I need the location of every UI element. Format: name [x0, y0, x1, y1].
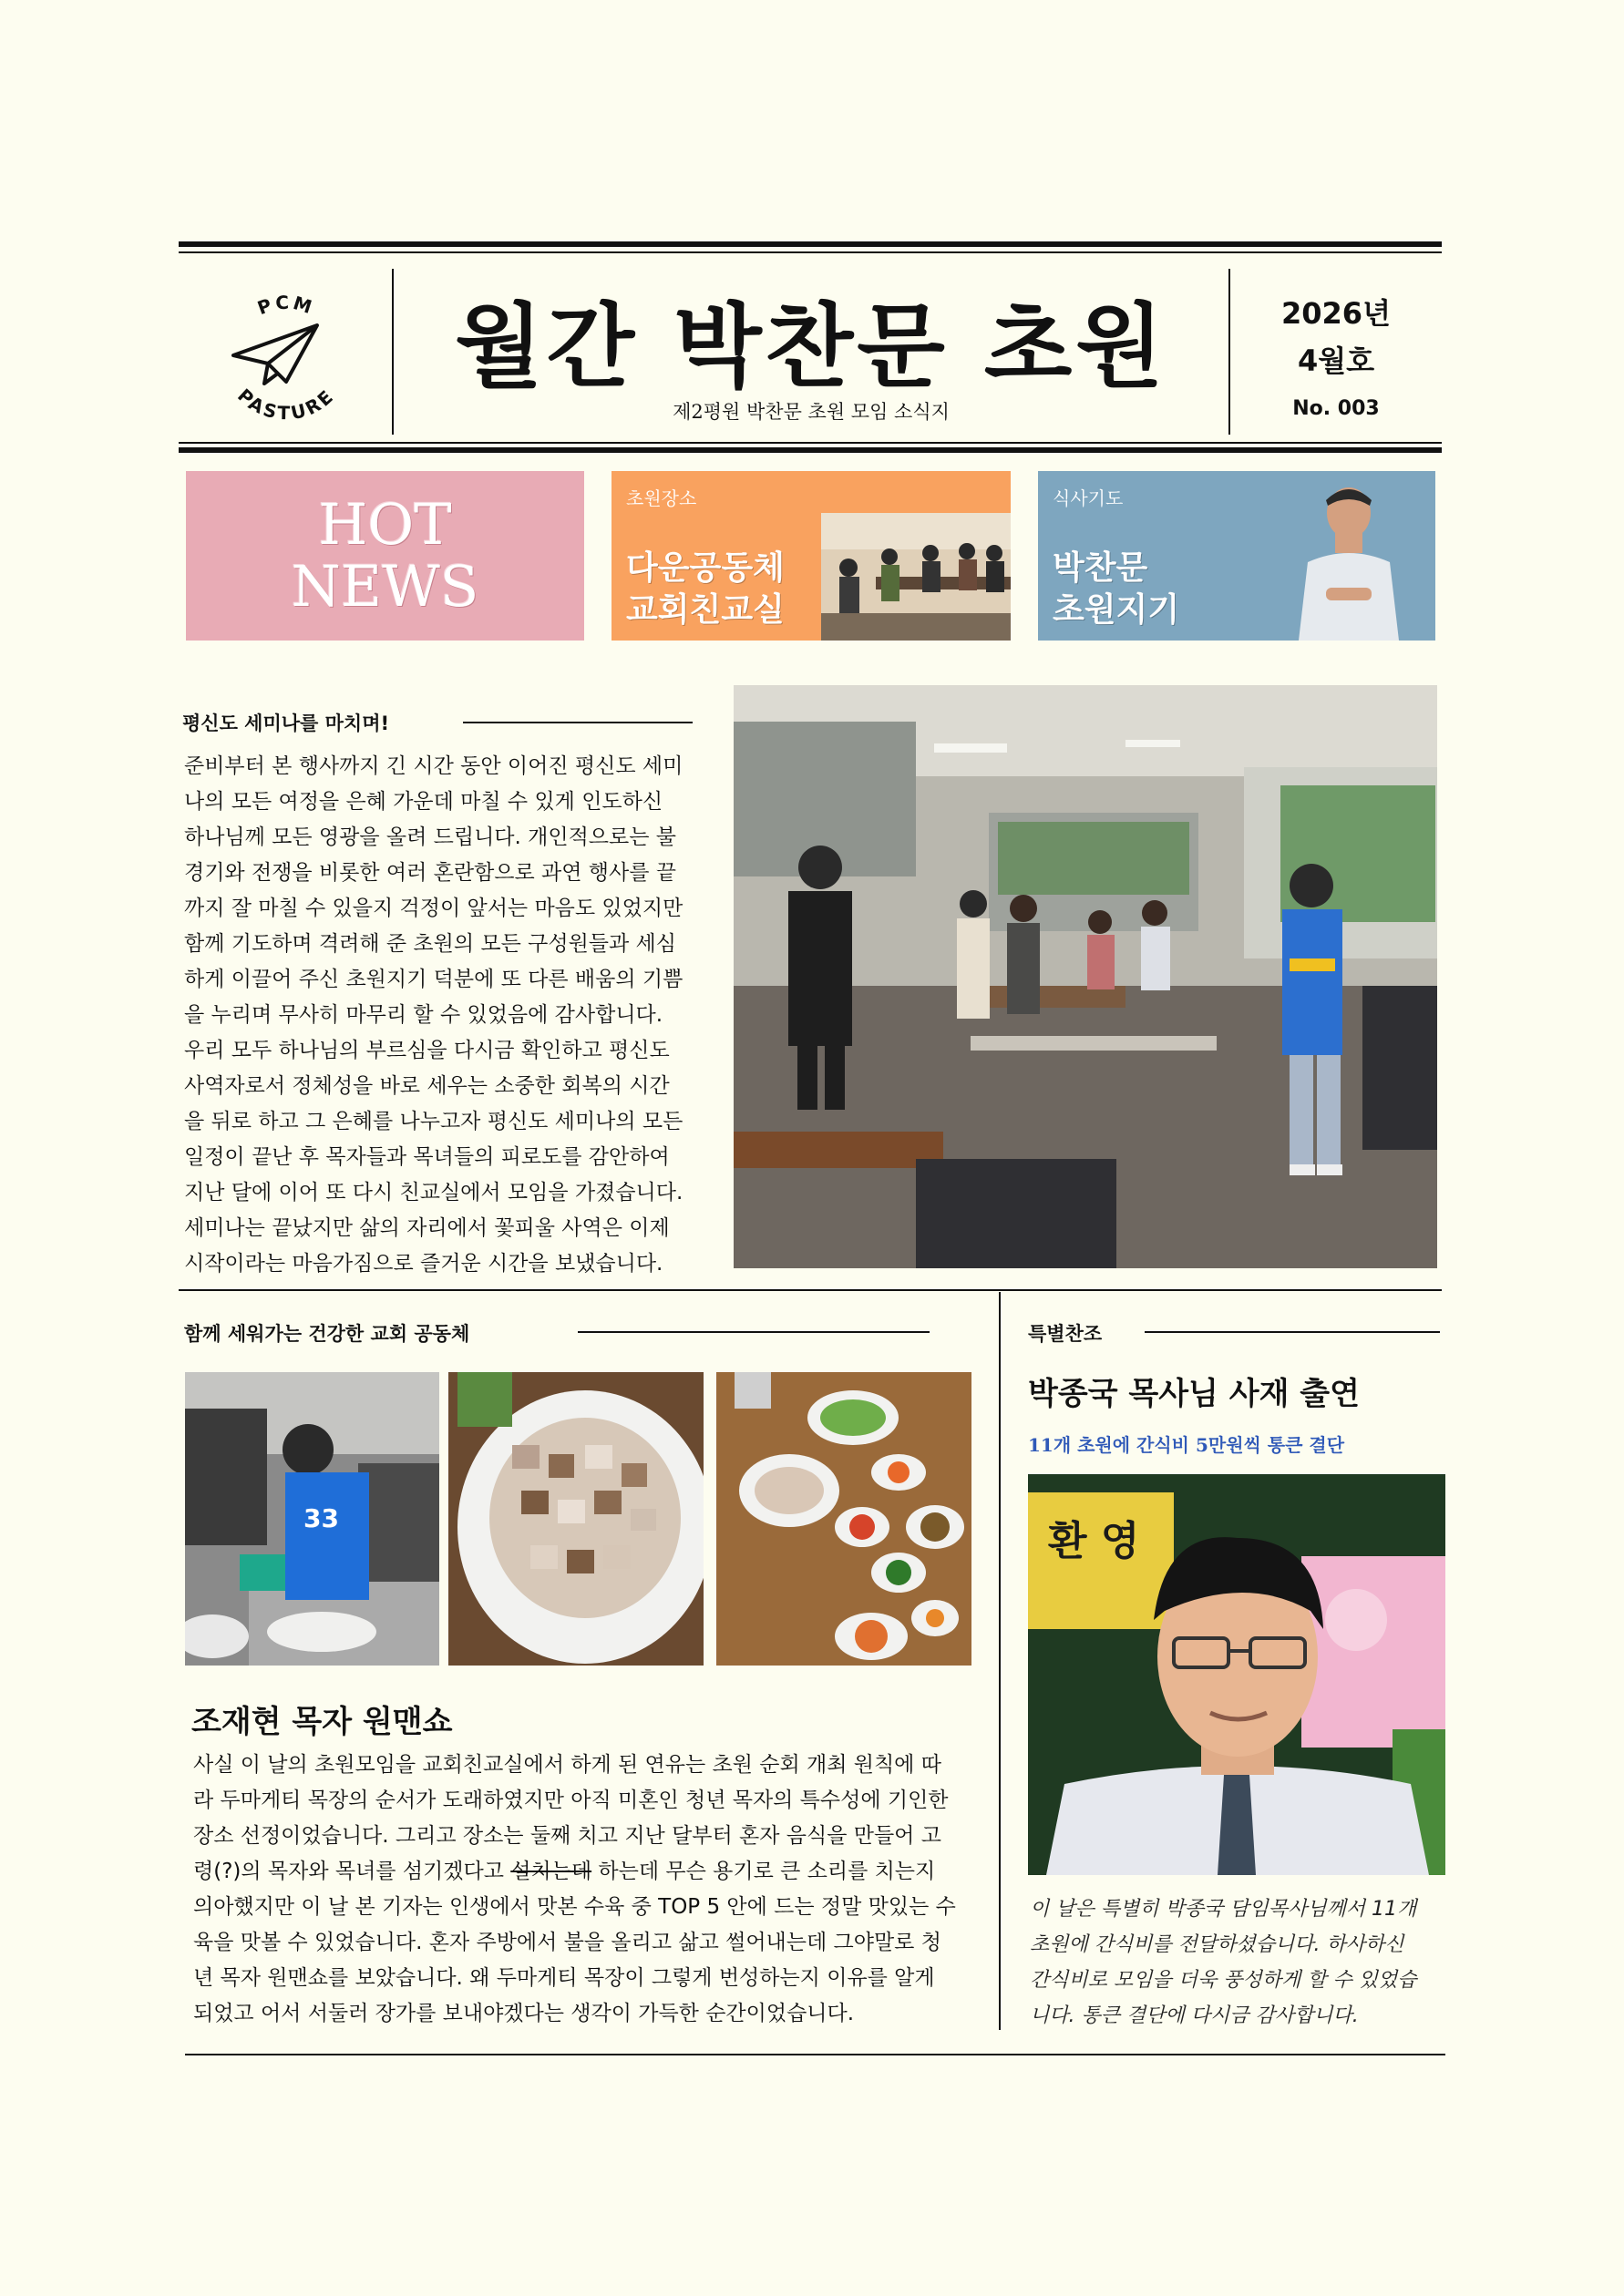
place-label: 초원장소 — [626, 487, 697, 509]
donation-caption-line: 간식비로 모임을 더욱 풍성하게 할 수 있었습 — [1030, 1969, 1417, 1992]
svg-text:PCM — [254, 292, 317, 320]
svg-text:33: 33 — [303, 1503, 339, 1533]
issue-year: 2026년 — [1281, 296, 1391, 331]
hot-news-line1: HOT — [318, 491, 452, 558]
seminar-article-body — [184, 749, 704, 1282]
masthead-bottom-rule-thin — [179, 442, 1442, 444]
donation-subtitle: 11개 초원에 간식비 5만원씩 통큰 결단 — [1028, 1434, 1345, 1456]
newsletter-title: 월간 박찬문 초원 — [455, 293, 1167, 400]
table-side-dishes-photo — [716, 1372, 971, 1666]
place-banner — [612, 471, 1011, 641]
seminar-body-line: 일정이 끝난 후 목자들과 목녀들의 피로도를 감안하여 — [184, 1145, 670, 1169]
seminar-body-line: 시작이라는 마음가짐으로 즐거운 시간을 보냈습니다. — [184, 1252, 663, 1276]
prayer-label: 식사기도 — [1053, 487, 1124, 509]
seminar-body-line: 우리 모두 하나님의 부르심을 다시금 확인하고 평신도 — [184, 1039, 670, 1062]
struck-word: 설치는데 — [510, 1860, 592, 1883]
column-divider — [999, 1292, 1001, 2030]
masthead-top-rule-thick — [179, 241, 1442, 247]
paper-plane-icon — [233, 325, 317, 384]
place-name — [626, 548, 785, 631]
issue-month: 4월호 — [1297, 343, 1375, 378]
special-donation-heading-rule — [1145, 1331, 1440, 1333]
seminar-heading-rule — [463, 722, 693, 723]
one-man-show-body-line — [193, 1854, 986, 1890]
one-man-show-body-line: 라 두마게티 목장의 순서가 도래하였지만 아직 미혼인 청년 목자의 특수성에 기인한 — [193, 1789, 949, 1812]
community-heading-rule — [578, 1331, 930, 1333]
seminar-body-line: 사역자로서 정체성을 바로 세우는 소중한 회복의 시간 — [184, 1074, 670, 1098]
prayer-line2: 초원지기 — [1053, 591, 1180, 629]
body-text-span: 령(?)의 목자와 목녀를 섬기겠다고 — [193, 1860, 511, 1883]
seminar-section-heading: 평신도 세미나를 마치며! — [182, 712, 390, 734]
seminar-body-line: 나의 모든 여정을 은혜 가운데 마칠 수 있게 인도하신 — [184, 790, 663, 814]
logo-top-text: PCM — [254, 291, 317, 320]
one-man-show-body-line: 의아했지만 이 날 본 기자는 인생에서 맛본 수육 중 TOP 5 안에 드는 정말 맛있는 수 — [193, 1895, 956, 1919]
seminar-body-line: 세미나는 끝났지만 삶의 자리에서 꽃피울 사역은 이제 — [184, 1216, 670, 1240]
prayer-line1: 박찬문 — [1053, 549, 1148, 587]
seminar-body-line: 하나님께 모든 영광을 올려 드립니다. 개인적으로는 불 — [184, 825, 676, 849]
seminar-body-line: 함께 기도하며 격려해 준 초원의 모든 구성원들과 세심 — [184, 932, 676, 956]
place-line2: 교회친교실 — [626, 591, 785, 629]
seminar-body-line: 을 누리며 무사히 마무리 할 수 있었음에 감사합니다. — [184, 1003, 663, 1027]
one-man-show-body-line: 되었고 어서 서둘러 장가를 보내야겠다는 생각이 가득한 순간이었습니다. — [193, 2002, 855, 2025]
seminar-body-line: 지난 달에 이어 또 다시 친교실에서 모임을 가졌습니다. — [184, 1181, 684, 1204]
prayer-banner — [1038, 471, 1435, 641]
svg-text:PASTURE — [233, 384, 339, 425]
hot-news-line2: NEWS — [291, 553, 479, 620]
hot-news-banner — [186, 471, 584, 641]
seminar-body-line: 경기와 전쟁을 비롯한 여러 혼란함으로 과연 행사를 끝 — [184, 861, 676, 885]
one-man-show-body-line: 육을 맛볼 수 있었습니다. 혼자 주방에서 불을 올리고 삶고 썰어내는데 그야말로 청 — [193, 1931, 941, 1954]
meeting-room-photo — [821, 513, 1011, 641]
place-line1: 다운공동체 — [626, 549, 785, 587]
prayer-leader — [1053, 548, 1179, 631]
issue-number: No. 003 — [1292, 397, 1380, 420]
boiled-pork-plate-photo — [448, 1372, 704, 1666]
one-man-show-body-line: 장소 선정이었습니다. 그리고 장소는 둘째 치고 지난 달부터 혼자 음식을 만들어 고 — [193, 1824, 941, 1848]
donation-caption-line: 초원에 간식비를 전달하셨습니다. 하사하신 — [1030, 1933, 1404, 1956]
special-donation-heading: 특별찬조 — [1028, 1323, 1103, 1345]
seminar-body-line: 까지 잘 마칠 수 있을지 걱정이 앞서는 마음도 있었지만 — [184, 897, 684, 920]
one-man-show-body — [193, 1748, 986, 2032]
dining-hall-prayer-photo — [734, 685, 1437, 1268]
donation-caption-line: 니다. 통큰 결단에 다시금 감사합니다. — [1030, 2004, 1359, 2027]
one-man-show-title: 조재현 목자 원맨쇼 — [191, 1704, 453, 1740]
seminar-body-line: 을 뒤로 하고 그 은혜를 나누고자 평신도 세미나의 모든 — [184, 1110, 684, 1133]
donation-title: 박종국 목사님 사재 출연 — [1028, 1376, 1360, 1412]
pcm-pasture-logo — [179, 269, 390, 435]
senior-pastor-portrait — [1028, 1474, 1445, 1875]
seminar-body-line: 하게 이끌어 주신 초원지기 덕분에 또 다른 배움의 기쁨 — [184, 968, 684, 991]
donation-caption-line: 이 날은 특별히 박종국 담임목사님께서 11개 — [1030, 1898, 1417, 1921]
cooking-photo — [185, 1372, 439, 1666]
issue-date — [1230, 290, 1442, 384]
section-divider-1 — [179, 1289, 1442, 1291]
page-bottom-rule — [185, 2054, 1445, 2055]
seminar-body-line: 준비부터 본 행사까지 긴 시간 동안 이어진 평신도 세미 — [184, 754, 684, 778]
body-text-span: 하는데 무슨 용기로 큰 소리를 치는지 — [591, 1860, 936, 1883]
masthead-bottom-rule-thick — [179, 447, 1442, 453]
masthead-top-rule-thin — [179, 251, 1442, 253]
donation-caption — [1030, 1891, 1449, 2034]
one-man-show-body-line: 사실 이 날의 초원모임을 교회친교실에서 하게 된 연유는 초원 순회 개최 원칙에 따 — [193, 1753, 941, 1777]
one-man-show-body-line: 년 목자 원맨쇼를 보았습니다. 왜 두마게티 목장이 그렇게 번성하는지 이유를 알게 — [193, 1966, 935, 1990]
pastor-praying-photo — [1290, 478, 1408, 641]
newsletter-subtitle: 제2평원 박찬문 초원 모임 소식지 — [673, 401, 950, 423]
welcome-sign-text: 환 영 — [1048, 1518, 1140, 1564]
logo-bottom-text: PASTURE — [233, 384, 339, 425]
community-section-heading: 함께 세워가는 건강한 교회 공동체 — [184, 1323, 470, 1345]
